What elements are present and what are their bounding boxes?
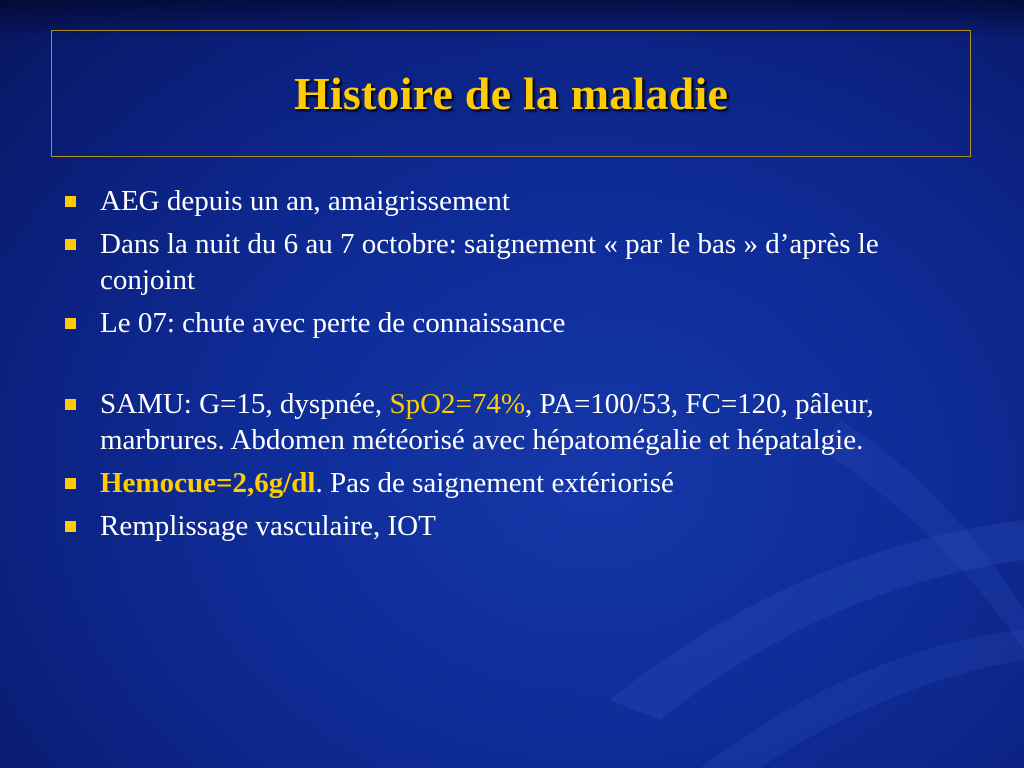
slide-title: Histoire de la maladie (293, 68, 729, 119)
bullet-text: Le 07: chute avec perte de connaissance (100, 307, 566, 339)
square-bullet-icon (65, 399, 76, 410)
title-frame (51, 30, 971, 157)
list-item (62, 226, 962, 298)
list-item (62, 465, 962, 501)
list-item (62, 305, 962, 341)
square-bullet-icon (65, 521, 76, 532)
bullet-text: Dans la nuit du 6 au 7 octobre: saignement « par le bas » d’après le conjoint (100, 228, 879, 296)
bullet-text-suffix: . Pas de saignement extériorisé (315, 467, 674, 499)
list-item (62, 386, 962, 458)
square-bullet-icon (65, 239, 76, 250)
list-item (62, 508, 962, 544)
bullet-text: Remplissage vasculaire, IOT (100, 510, 436, 542)
spo2-highlight: SpO2=74% (389, 388, 526, 420)
bullet-text-suffix: , PA=100/53, FC=120, pâleur, marbrures. Abdomen météorisé avec hépatomégalie et hépatalgie. (100, 388, 874, 456)
square-bullet-icon (65, 318, 76, 329)
list-item (62, 183, 962, 219)
bullet-list (62, 183, 962, 551)
bullet-text: AEG depuis un an, amaigrissement (100, 185, 510, 217)
square-bullet-icon (65, 196, 76, 207)
hemocue-highlight: Hemocue=2,6g/dl (100, 467, 316, 499)
bullet-text-prefix: SAMU: G=15, dyspnée, (100, 388, 390, 420)
square-bullet-icon (65, 478, 76, 489)
